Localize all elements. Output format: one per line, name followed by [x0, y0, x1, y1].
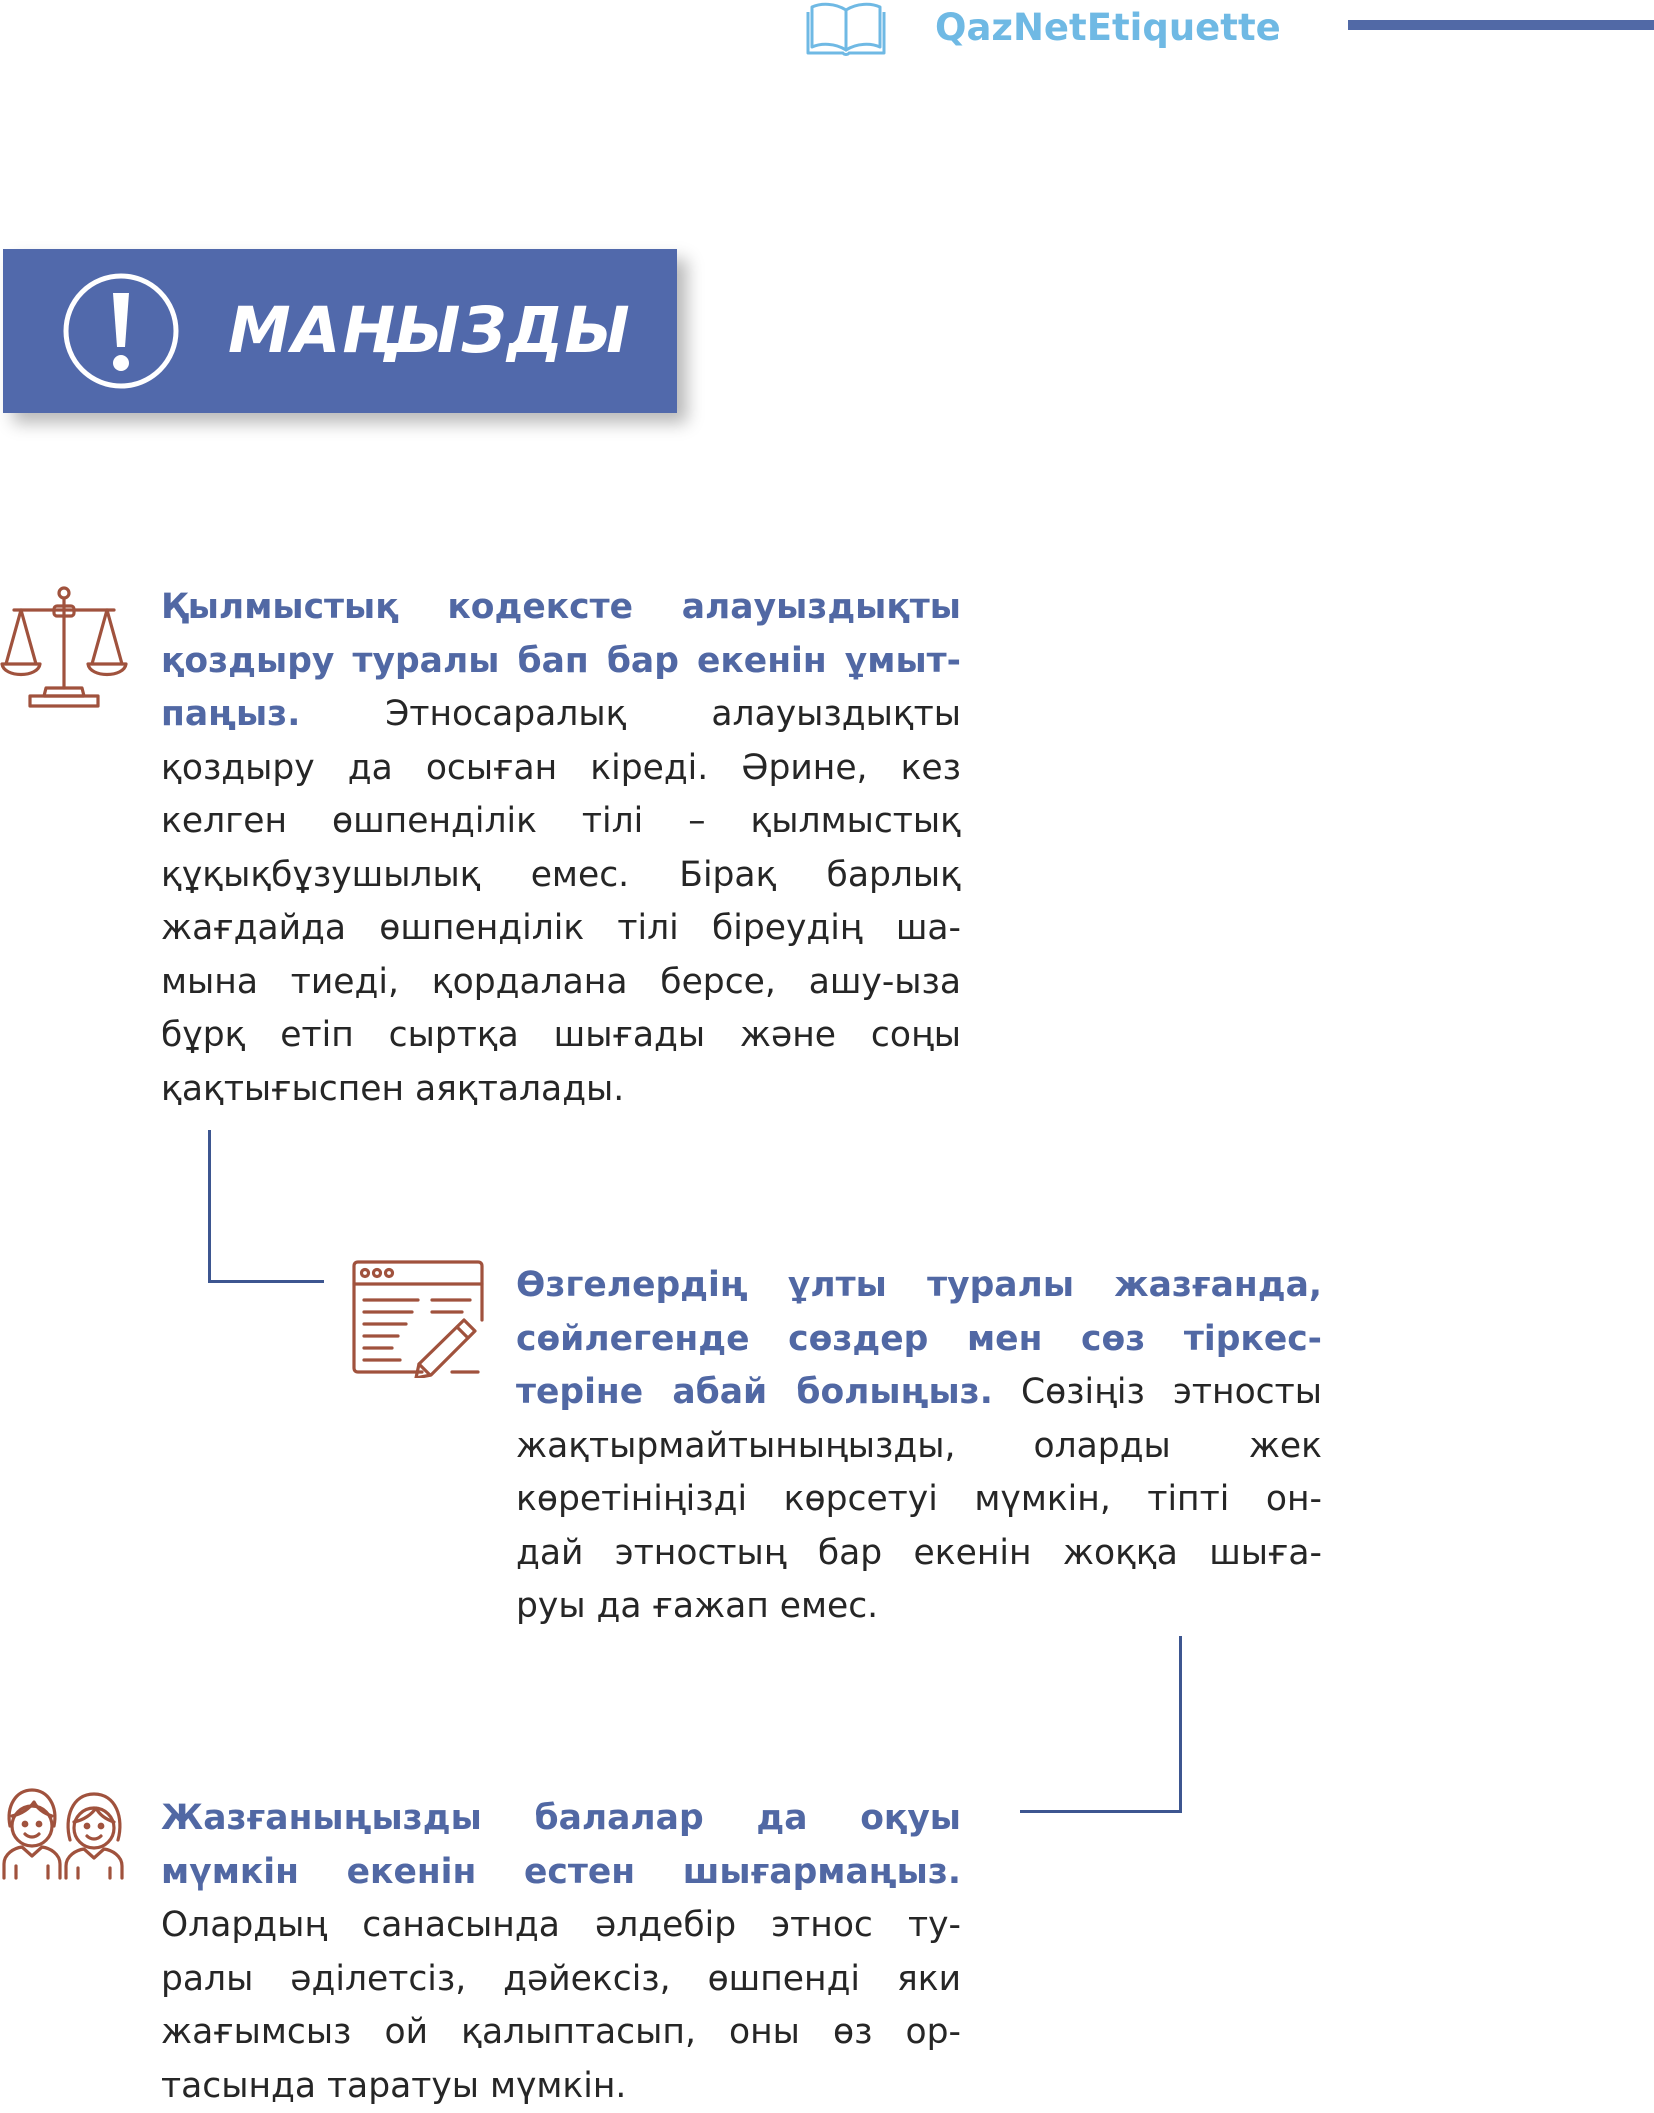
connector-line-horizontal	[208, 1280, 324, 1283]
note-text: жақтырмайтыныңызды, оларды жек	[516, 1425, 1322, 1466]
connector-line-vertical	[1179, 1636, 1182, 1813]
children-icon	[0, 1784, 128, 1880]
note-children-read	[161, 1792, 961, 2113]
note-text: Этносаралық алауыздықты	[300, 694, 961, 734]
header-rule	[1348, 20, 1654, 30]
note-lead: сөйлегенде сөздер мен сөз тіркес-	[516, 1318, 1322, 1359]
note-text: руы да ғажап емес.	[516, 1586, 879, 1626]
note-text: ралы әділетсіз, дәйексіз, өшпенді яки	[161, 1958, 961, 1999]
connector-line-vertical	[208, 1130, 211, 1282]
note-lead: паңыз.	[161, 694, 301, 734]
note-text: тасында таратуы мүмкін.	[161, 2065, 627, 2106]
open-book-icon	[805, 0, 887, 58]
note-text: көретініңізді көрсетуі мүмкін, тіпті он-	[516, 1479, 1322, 1519]
note-lead: теріне абай болыңыз.	[516, 1372, 993, 1412]
note-text: жағымсыз ой қалыптасып, оны өз ор-	[161, 2012, 961, 2052]
note-lead: Өзгелердің ұлты туралы жазғанда,	[516, 1265, 1322, 1305]
note-text: келген өшпенділік тілі – қылмыстық	[161, 801, 961, 841]
note-lead: Қылмыстық кодексте алауыздықты	[161, 587, 961, 627]
brand-name: QazNetEtiquette	[935, 6, 1281, 49]
note-lead: мүмкін екенін естен шығармаңыз.	[161, 1851, 961, 1892]
note-text: бұрқ етіп сыртқа шығады және соңы	[161, 1015, 961, 1055]
note-text: құқықбұзушылық емес. Бірақ барлық	[161, 854, 961, 895]
note-lead: қоздыру туралы бап бар екенін ұмыт-	[161, 640, 961, 681]
web-page-edit-icon	[352, 1260, 484, 1378]
important-banner	[3, 249, 677, 413]
note-text: Олардың санасында әлдебір этнос ту-	[161, 1905, 961, 1945]
note-text: Сөзіңіз этносты	[992, 1372, 1322, 1412]
scales-of-justice-icon	[0, 584, 128, 712]
exclamation-circle-icon	[61, 271, 181, 391]
note-text: мына тиеді, қордалана берсе, ашу-ыза	[161, 961, 961, 1002]
note-text: жағдайда өшпенділік тілі біреудің ша-	[161, 908, 961, 948]
banner-title: МАҢЫЗДЫ	[228, 294, 631, 367]
note-text: қақтығыспен аяқталады.	[161, 1068, 625, 1109]
connector-line-horizontal	[1020, 1810, 1182, 1813]
note-criminal-code	[161, 581, 961, 1116]
note-text: дай этностың бар екенін жоққа шыға-	[516, 1532, 1322, 1573]
note-ethnicity-words	[516, 1259, 1322, 1634]
note-text: қоздыру да осыған кіреді. Әрине, кез	[161, 747, 961, 788]
note-lead: Жазғаныңызды балалар да оқуы	[161, 1798, 961, 1838]
